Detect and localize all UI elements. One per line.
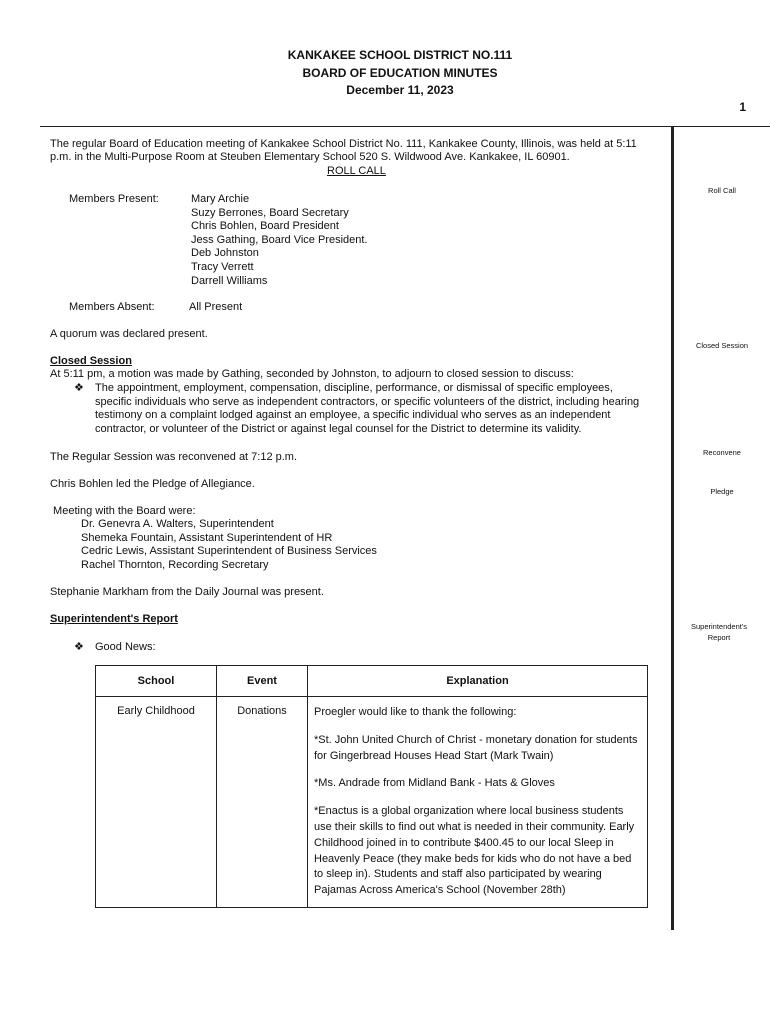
member-name: Mary Archie bbox=[191, 193, 250, 205]
meeting-date: December 11, 2023 bbox=[346, 83, 454, 97]
sidebar-top-divider bbox=[674, 126, 770, 127]
column-header-event: Event bbox=[217, 666, 308, 697]
explanation-paragraph: *St. John United Church of Christ - monetary donation for students for Gingerbread Houses Head Start (Mark Twain) bbox=[314, 733, 638, 762]
members-present-list bbox=[191, 193, 368, 288]
margin-note-reconvene: Reconvene bbox=[703, 448, 741, 457]
explanation-paragraph: Proegler would like to thank the following: bbox=[314, 706, 517, 718]
member-name: Darrell Williams bbox=[191, 274, 268, 287]
intro-line-1: The regular Board of Education meeting of Kankakee School District No. 111, Kankakee County, Illinois, was held at 5:11 bbox=[50, 138, 637, 150]
bullet-icon: ❖ bbox=[74, 641, 84, 653]
member-name: Tracy Verrett bbox=[191, 260, 254, 273]
bullet-line: testimony on a complaint lodged against an employee, a specific individual who serves as an independent bbox=[95, 409, 611, 422]
header-divider bbox=[40, 126, 674, 127]
column-header-school: School bbox=[96, 666, 217, 697]
column-header-explanation: Explanation bbox=[308, 666, 648, 697]
member-name: Deb Johnston bbox=[191, 247, 259, 260]
good-news-table bbox=[95, 665, 648, 908]
members-absent-value: All Present bbox=[189, 301, 243, 313]
margin-note-roll-call: Roll Call bbox=[708, 186, 736, 195]
explanation-paragraph: *Ms. Andrade from Midland Bank - Hats & Gloves bbox=[314, 777, 555, 790]
margin-note-superintendent-report: Superintendent's Report bbox=[690, 622, 748, 642]
meeting-with-intro: Meeting with the Board were: bbox=[50, 505, 196, 517]
margin-note-pledge: Pledge bbox=[710, 487, 734, 496]
document-title: BOARD OF EDUCATION MINUTES bbox=[302, 66, 498, 80]
staff-member: Rachel Thornton, Recording Secretary bbox=[81, 558, 269, 571]
intro-line-2: p.m. in the Multi-Purpose Room at Steuben Elementary School 520 S. Wildwood Ave. Kankakee, IL 60901. bbox=[50, 151, 570, 163]
member-name: Jess Gathing, Board Vice President. bbox=[191, 233, 368, 246]
cell-school: Early Childhood bbox=[96, 697, 217, 908]
bullet-line: contractor, or volunteer of the District or against legal counsel for the District to determine its validity. bbox=[95, 422, 582, 435]
table-header-row bbox=[96, 666, 648, 697]
district-title: KANKAKEE SCHOOL DISTRICT NO.111 bbox=[287, 48, 513, 62]
staff-member: Dr. Genevra A. Walters, Superintendent bbox=[81, 518, 274, 530]
reconvene-statement: The Regular Session was reconvened at 7:12 p.m. bbox=[50, 451, 298, 463]
press-statement: Stephanie Markham from the Daily Journal was present. bbox=[50, 586, 324, 598]
roll-call-heading: ROLL CALL bbox=[327, 165, 386, 177]
member-name: Suzy Berrones, Board Secretary bbox=[191, 206, 349, 219]
closed-session-bullet bbox=[95, 382, 639, 436]
staff-list bbox=[81, 518, 377, 572]
explanation-paragraph: *Enactus is a global organization where local business students use their skills to find out what is needed in their community. Early Childhood joined in to contribute $400.45 to our local Sleep in Heavenly Peace (they make beds for kids who do not have a bed to sleep in). Students and staff also participated by wearing Pajamas Across America's School (November 28th) bbox=[314, 805, 635, 897]
members-present-label: Members Present: bbox=[69, 193, 159, 205]
cell-explanation bbox=[308, 697, 648, 908]
members-absent-label: Members Absent: bbox=[69, 301, 155, 313]
staff-member: Cedric Lewis, Assistant Superintendent of Business Services bbox=[81, 545, 377, 558]
bullet-line: specific individuals who serve as independent contractors, or specific volunteers of the district, including hearing bbox=[95, 395, 640, 408]
member-name: Chris Bohlen, Board President bbox=[191, 220, 339, 233]
bullet-icon: ❖ bbox=[74, 382, 84, 394]
superintendent-report-heading: Superintendent's Report bbox=[50, 613, 178, 625]
good-news-label: Good News: bbox=[95, 641, 156, 653]
staff-member: Shemeka Fountain, Assistant Superintendent of HR bbox=[81, 531, 333, 544]
pledge-statement: Chris Bohlen led the Pledge of Allegiance. bbox=[50, 478, 255, 490]
quorum-statement: A quorum was declared present. bbox=[50, 328, 208, 340]
closed-session-motion: At 5:11 pm, a motion was made by Gathing, seconded by Johnston, to adjourn to closed session to discuss: bbox=[50, 368, 574, 380]
page-number: 1 bbox=[739, 100, 746, 114]
bullet-line: The appointment, employment, compensation, discipline, performance, or dismissal of specific employees, bbox=[95, 382, 613, 394]
margin-note-closed-session: Closed Session bbox=[695, 341, 749, 350]
table-row bbox=[96, 697, 648, 908]
cell-event: Donations bbox=[217, 697, 308, 908]
margin-divider bbox=[671, 126, 674, 930]
closed-session-heading: Closed Session bbox=[50, 355, 132, 367]
